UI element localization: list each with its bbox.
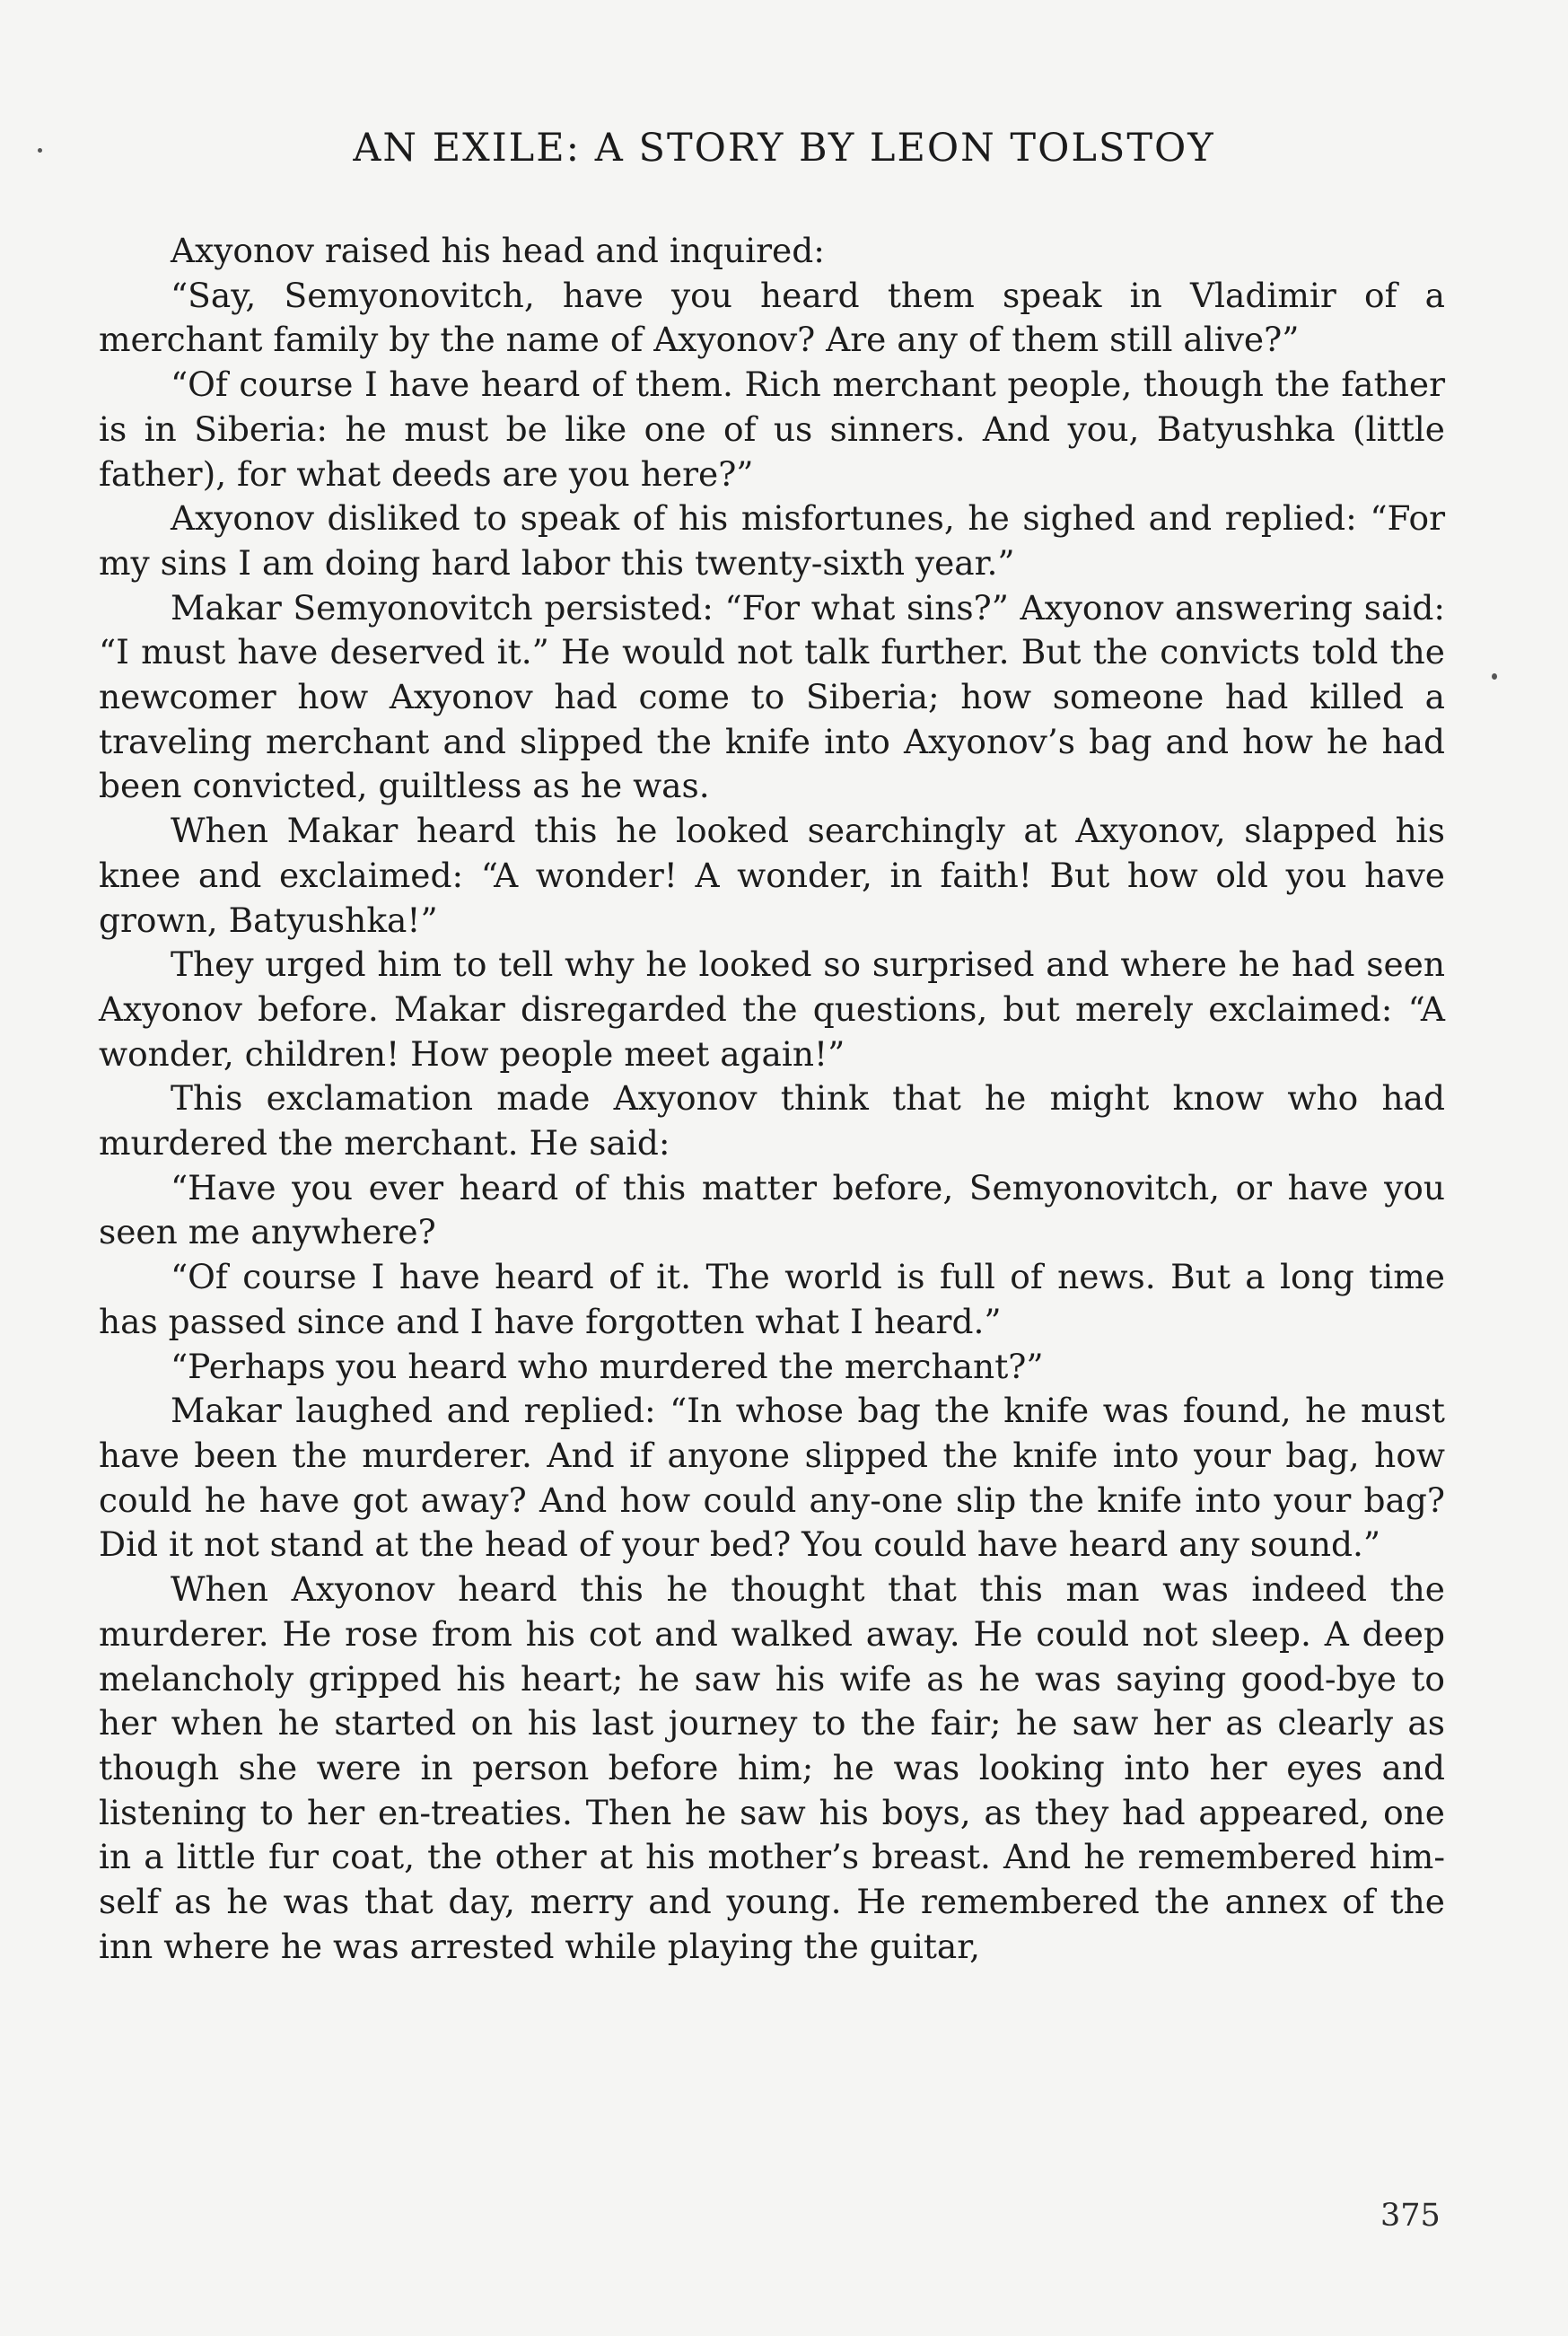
paragraph-1: Axyonov raised his head and inquired: [171,231,825,270]
paragraph-7: They urged him to tell why he looked so surprised and where he had seen Axyonov before. Makar disregarded the questions, but merely exclaimed: “A wonder, children! How people meet again!” [99,944,1445,1074]
paragraph-10: “Of course I have heard of it. The world is full of news. But a long time has passed since and I have forgotten what I heard.” [99,1257,1445,1341]
paragraph-2: “Say, Semyonovitch, have you heard them speak in Vladimir of a merchant family by the name of Axyonov? Are any of them still alive?” [99,275,1445,360]
paragraph-6: When Makar heard this he looked searchingly at Axyonov, slapped his knee and exclaimed: “A wonder! A wonder, in faith! But how old you have grown, Batyushka!” [99,811,1445,940]
paragraph-8: This exclamation made Axyonov think that he might know who had murdered the merchant. He said: [99,1078,1445,1164]
paragraph-9: “Have you ever heard of this matter before, Semyonovitch, or have you seen me anywhere? [99,1167,1445,1252]
scan-speck [38,148,42,153]
body-text [99,229,1445,1969]
paragraph-13: When Axyonov heard this he thought that this man was indeed the murderer. He rose from his cot and walked away. He could not sleep. A deep melancholy gripped his heart; he saw his wife as he was saying good-bye to her when he started on his last journey to the fair; he saw her as clearly as though she were in person before him; he was looking into her eyes and listening to her en-treaties. Then he saw his boys, as they had appeared, one in a little fur coat, the other at his mother’s breast. And he remembered him-self as he was that day, merry and young. He remembered the annex of the inn where he was arrested while playing the guitar, [99,1569,1445,1966]
scan-speck [1492,673,1497,680]
paragraph-3: “Of course I have heard of them. Rich merchant people, though the father is in Siberia: he must be like one of us sinners. And you, Batyushka (little father), for what deeds are you here?” [99,364,1445,494]
page-number: 375 [1380,2198,1441,2234]
paragraph-11: “Perhaps you heard who murdered the merchant?” [171,1346,1044,1386]
paragraph-12: Makar laughed and replied: “In whose bag the knife was found, he must have been the murderer. And if anyone slipped the knife into your bag, how could he have got away? And how could any-one slip the knife into your bag? Did it not stand at the head of your bed? You could have heard any sound.” [99,1391,1445,1565]
paragraph-5: Makar Semyonovitch persisted: “For what sins?” Axyonov answering said: “I must have deserved it.” He would not talk further. But the convicts told the newcomer how Axyonov had come to Siberia; how someone had killed a traveling merchant and slipped the knife into Axyonov’s bag and how he had been convicted, guiltless as he was. [99,587,1445,806]
running-title: AN EXILE: A STORY BY LEON TOLSTOY [353,126,1215,171]
paragraph-4: Axyonov disliked to speak of his misfortunes, he sighed and replied: “For my sins I am doing hard labor this twenty-sixth year.” [99,498,1445,583]
